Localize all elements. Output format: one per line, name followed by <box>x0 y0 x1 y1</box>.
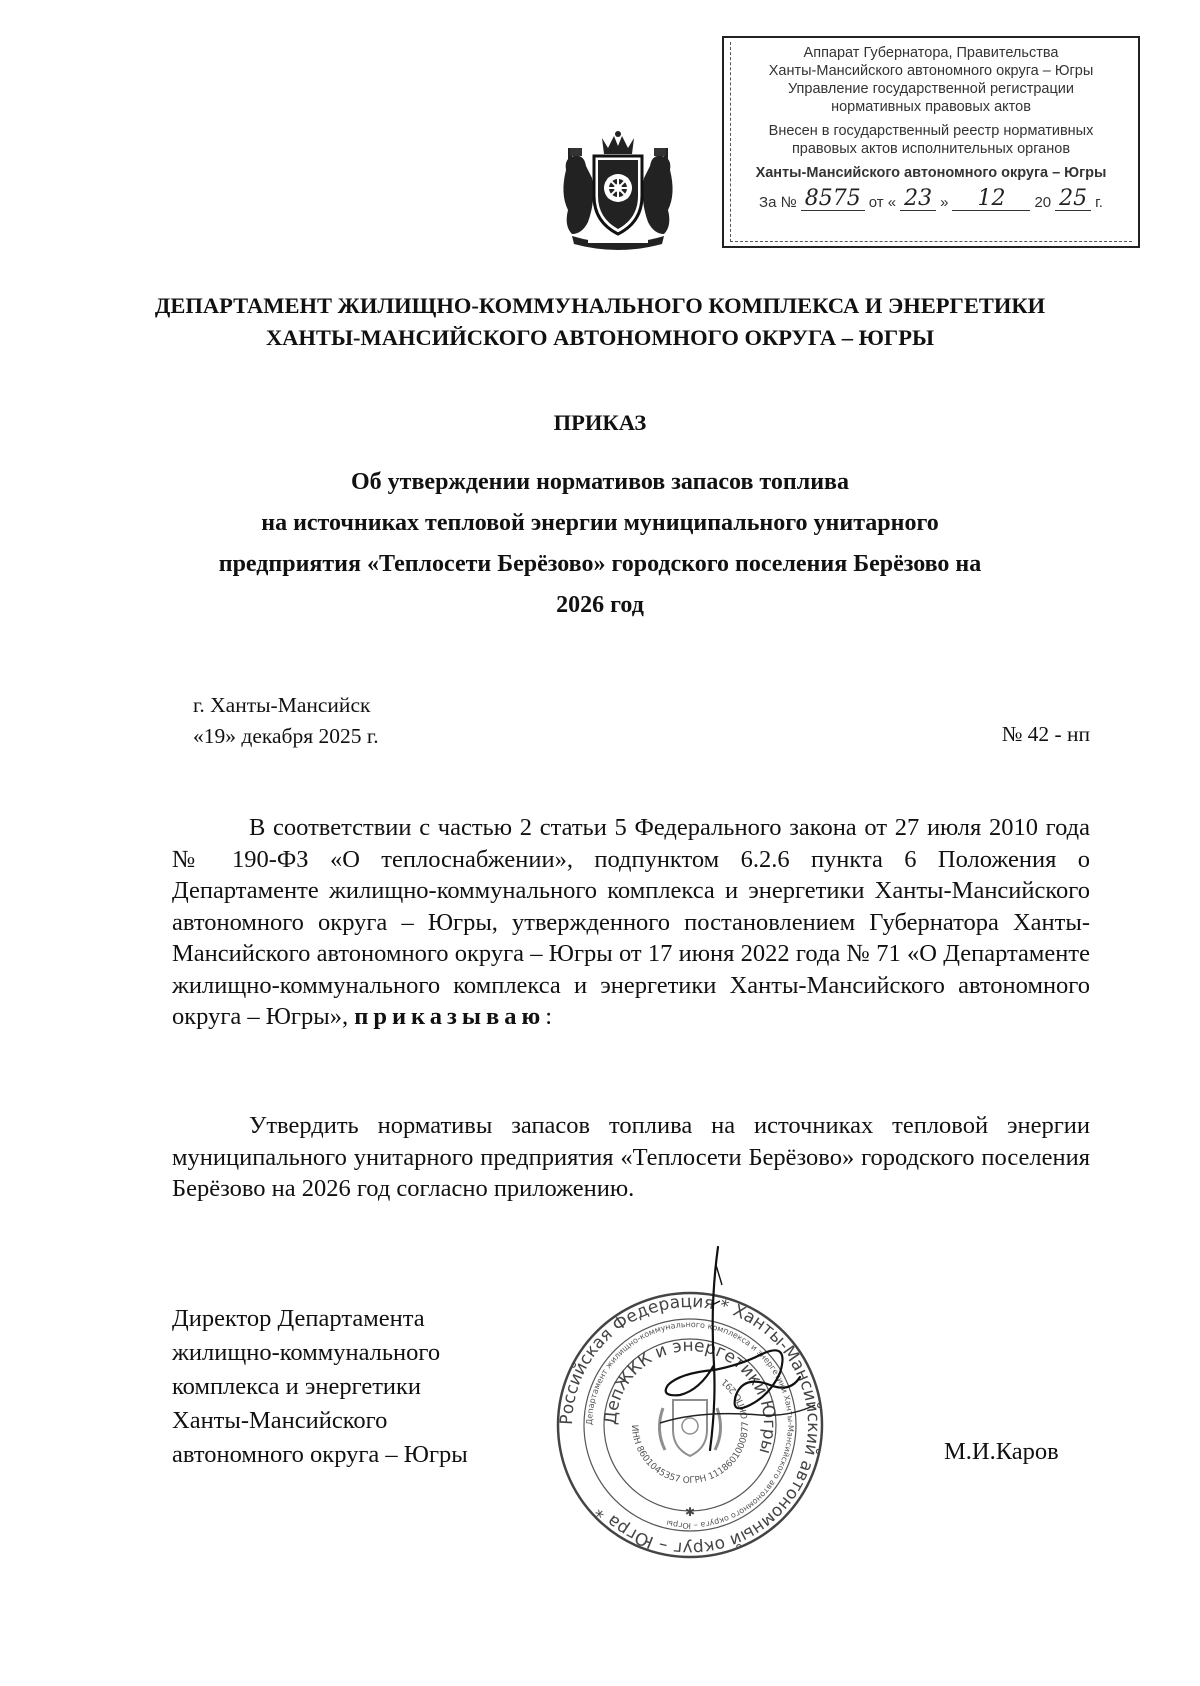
reg-stamp-line7: Ханты-Мансийского автономного округа – Югры <box>755 165 1107 181</box>
department-name <box>60 290 1140 354</box>
department-line2: ХАНТЫ-МАНСИЙСКОГО АВТОНОМНОГО ОКРУГА – ЮГРЫ <box>265 325 935 350</box>
reg-month: 12 <box>952 188 1030 211</box>
registration-stamp-frame <box>730 42 1132 242</box>
document-subject <box>120 462 1080 626</box>
reg-year-prefix: 20 <box>1034 194 1052 211</box>
handwritten-signature-icon <box>640 1245 830 1475</box>
coat-of-arms-icon <box>558 130 678 255</box>
reg-number: 8575 <box>801 188 865 211</box>
reg-stamp-line1: Аппарат Губернатора, Правительства <box>803 45 1059 61</box>
reg-stamp-line3: Управление государственной регистрации <box>787 81 1075 97</box>
reg-stamp-line6: правовых актов исполнительных органов <box>791 141 1071 157</box>
body-paragraph-2: Утвердить нормативы запасов топлива на источниках тепловой энергии муниципального унитарного предприятия «Теплосети Берёзово» городского поселения Берёзово на 2026 год согласно приложению. <box>172 1112 1090 1202</box>
subject-line3: предприятия «Теплосети Берёзово» городского поселения Берёзово на <box>218 551 982 577</box>
seal-outer-text: Российская Федерация * Ханты-Мансийский автономный округ – Югра * <box>556 1291 824 1559</box>
document-date: «19» декабря 2025 г. <box>193 724 379 748</box>
reg-from: от « <box>868 194 897 211</box>
signer-title-line4: Ханты-Мансийского <box>172 1407 388 1434</box>
city: г. Ханты-Мансийск <box>193 693 371 717</box>
reg-year-suffix: г. <box>1095 194 1103 211</box>
document-type: ПРИКАЗ <box>553 410 647 435</box>
signer-title-line3: комплекса и энергетики <box>172 1373 422 1400</box>
registration-stamp <box>722 36 1140 248</box>
subject-line2: на источниках тепловой энергии муниципального унитарного <box>261 510 939 536</box>
reg-stamp-line5: Внесен в государственный реестр нормативных <box>768 123 1094 139</box>
place-date <box>193 690 379 752</box>
document-number: № 42 - нп <box>1001 722 1090 746</box>
signer-title-line5: автономного округа – Югры <box>172 1441 468 1468</box>
department-line1: ДЕПАРТАМЕНТ ЖИЛИЩНО-КОММУНАЛЬНОГО КОМПЛЕКСА И ЭНЕРГЕТИКИ <box>154 293 1046 318</box>
reg-stamp-line2: Ханты-Мансийского автономного округа – Югры <box>768 63 1094 79</box>
reg-day: 23 <box>900 188 936 211</box>
seal-code-text: ИНН 8601045357 ОГРН 1118601000877 ОКПО 291 <box>628 1376 752 1487</box>
svg-text:✱: ✱ <box>684 1505 696 1519</box>
reg-year: 25 <box>1055 188 1091 211</box>
seal-middle-text: Департамент жилищно-коммунального комплекса и энергетики Ханты-Мансийского автономного округа – Югры <box>584 1319 796 1531</box>
paragraph1-emphasis: приказываю <box>354 1003 546 1030</box>
signer-title-line1: Директор Департамента <box>172 1305 425 1332</box>
signer-name: М.И.Каров <box>944 1438 1059 1465</box>
paragraph1-end: : <box>545 1003 553 1030</box>
reg-stamp-line4: нормативных правовых актов <box>831 99 1031 115</box>
body-paragraph-1 <box>172 812 1090 1033</box>
seal-inner-text: ДепЖКК и энергетики Югры <box>600 1335 780 1457</box>
signer-title-line2: жилищно-коммунального <box>172 1339 441 1366</box>
paragraph1-text: В соответствии с частью 2 статьи 5 Федерального закона от 27 июля 2010 года № 190-ФЗ «О теплоснабжении», подпунктом 6.2.6 пункта 6 Положения о Департаменте жилищно-коммунального комплекса и энергетики Ханты-Мансийского автономного округа – Югры, утвержденного постановлением Губернатора Ханты-Мансийского автономного округа – Югры от 17 июня 2022 года № 71 «О Департаменте жилищно-коммунального комплекса и энергетики Ханты-Мансийского автономного округа – Югры», <box>172 814 1090 1030</box>
subject-line4: 2026 год <box>556 592 644 618</box>
reg-prefix: За № <box>759 194 797 211</box>
signer-title <box>172 1302 468 1472</box>
reg-quote: » <box>940 194 949 211</box>
subject-line1: Об утверждении нормативов запасов топлива <box>351 469 849 495</box>
